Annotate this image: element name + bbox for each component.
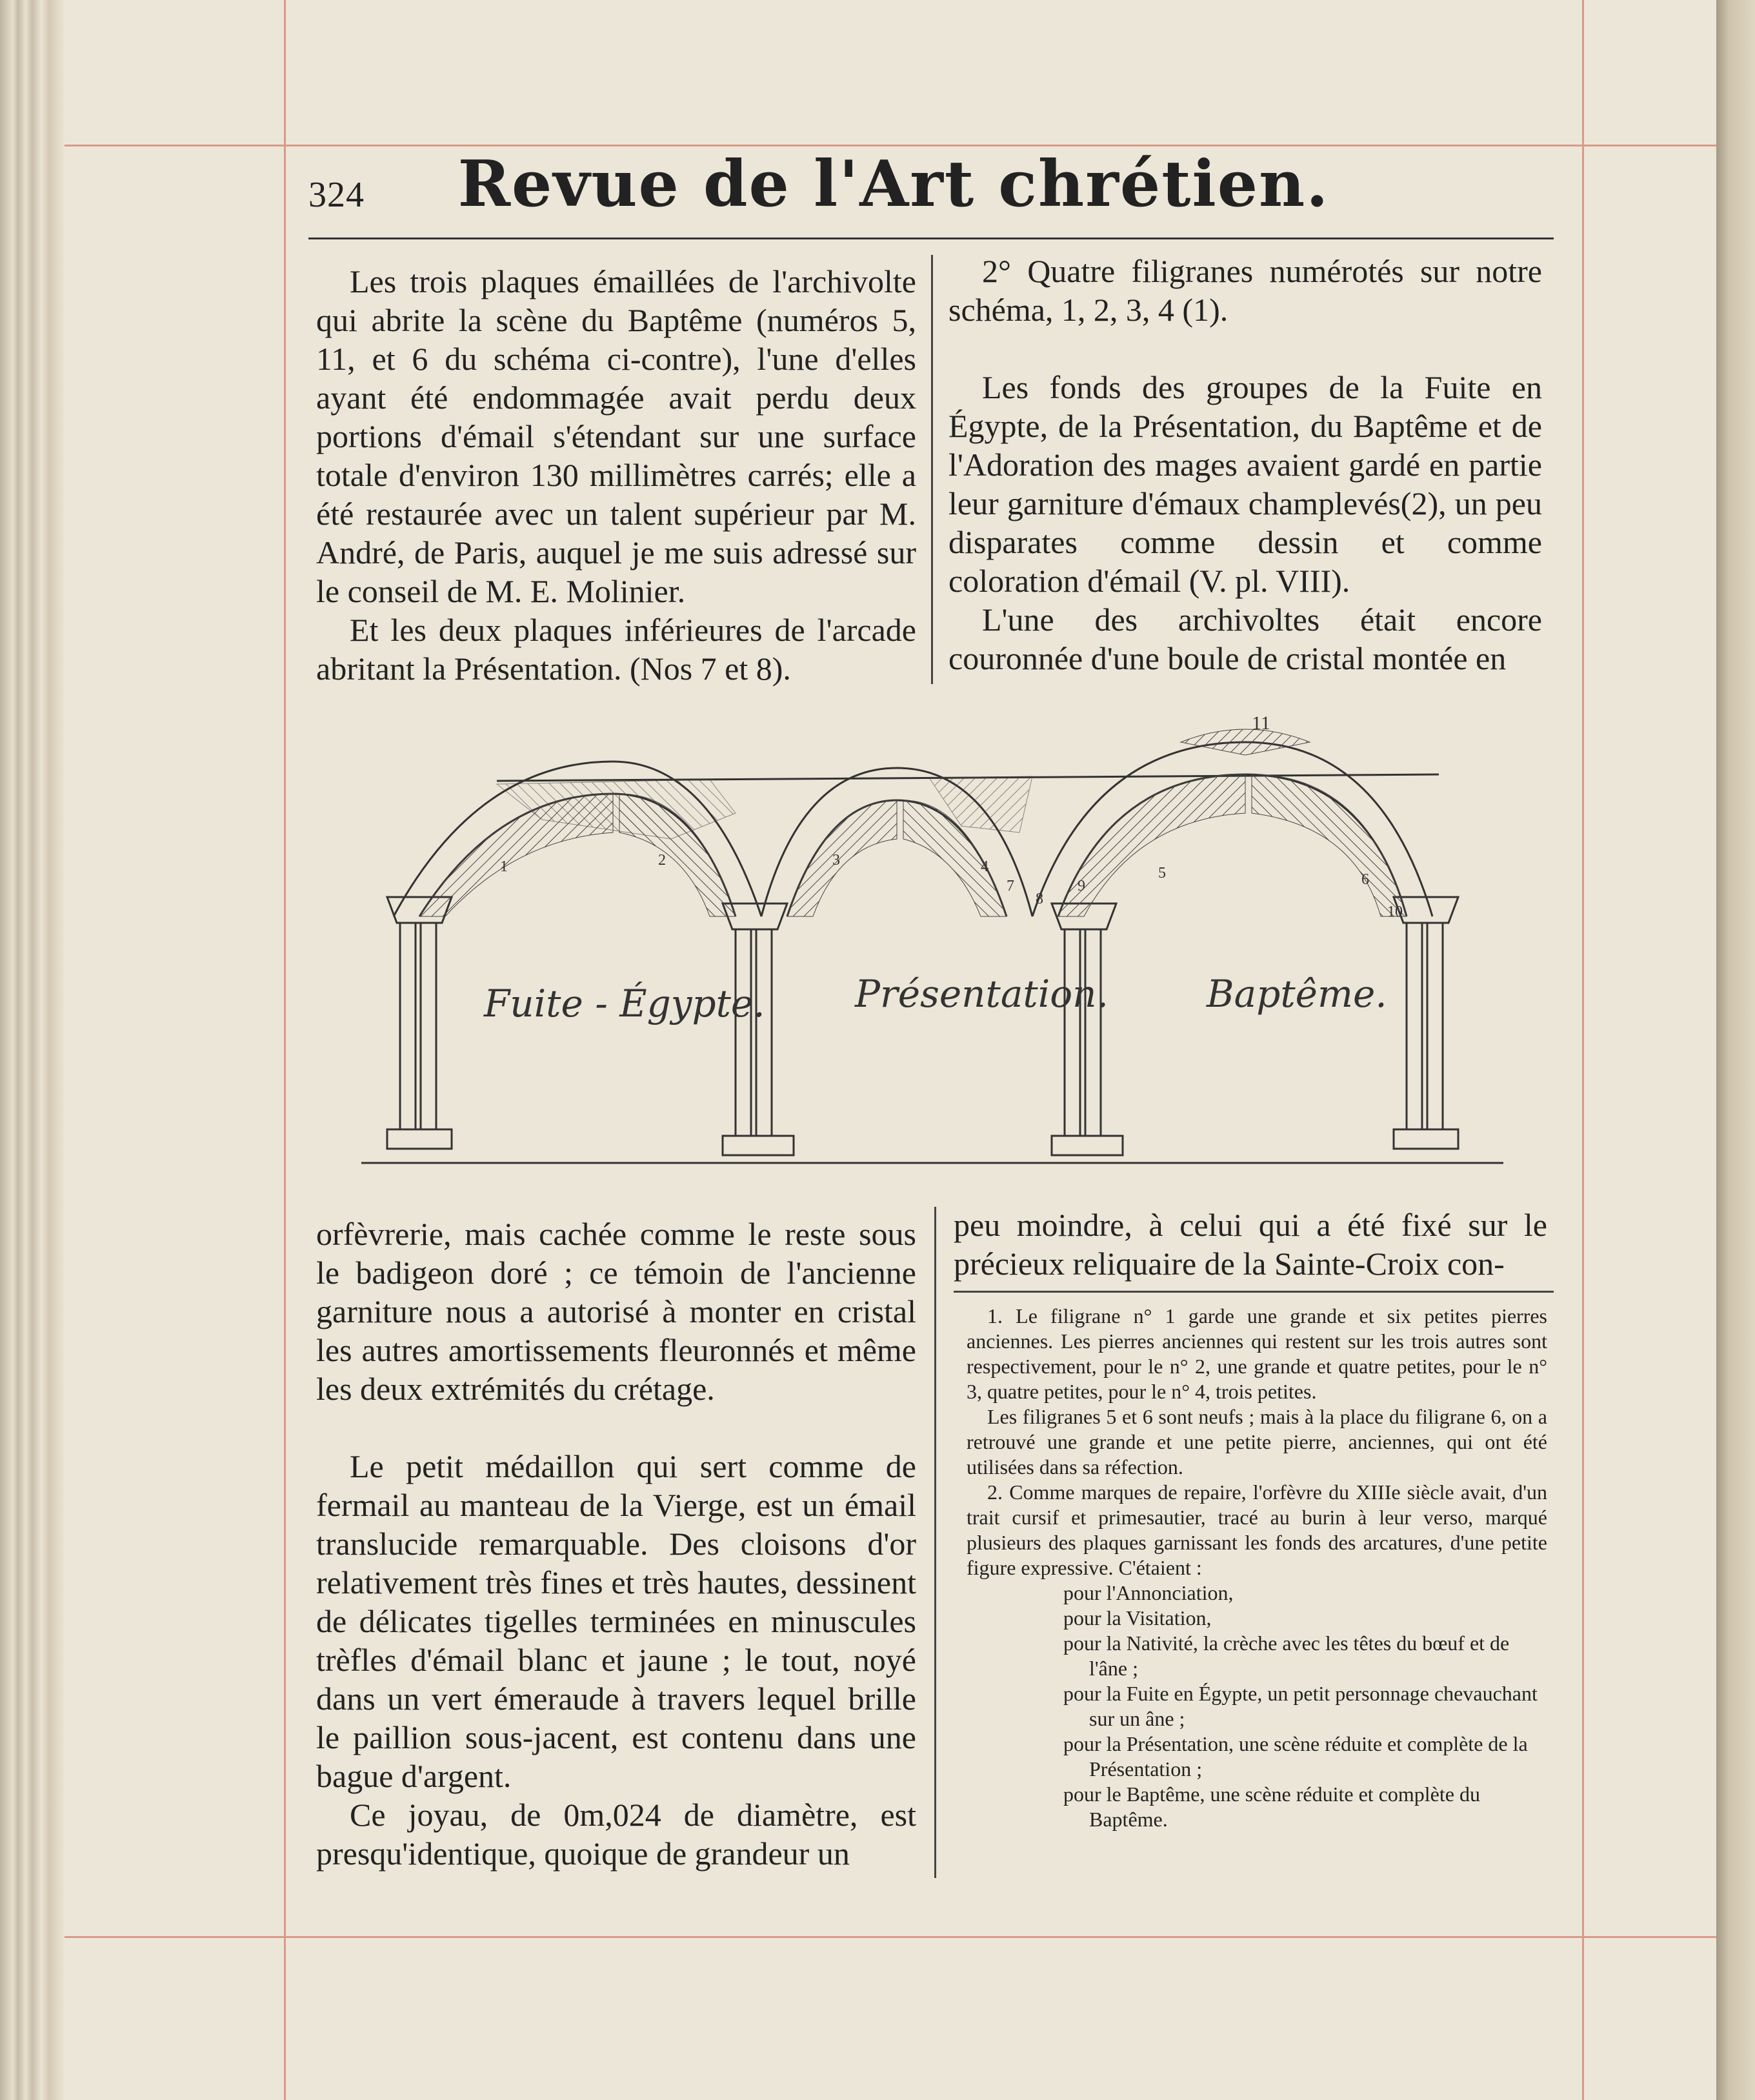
footnote-rule	[954, 1291, 1554, 1293]
running-title: Revue de l'Art chrétien.	[457, 147, 1330, 221]
paragraph: Ce joyau, de 0m,024 de diamètre, est presqu'identique, quoique de grandeur un	[316, 1797, 916, 1872]
figure-number-8: 8	[1036, 891, 1043, 907]
list-item: pour le Baptême, une scène réduite et complète du Baptême.	[1063, 1782, 1480, 1831]
page-number: 324	[308, 175, 365, 215]
figure-number-9: 9	[1078, 878, 1085, 894]
column-left-bottom	[316, 1215, 916, 1873]
list-item: pour la Visitation,	[1063, 1606, 1212, 1630]
column-right-top	[948, 252, 1542, 678]
figure-number-2: 2	[658, 852, 666, 869]
footnote-1-continued: Les filigranes 5 et 6 sont neufs ; mais à la place du filigrane 6, on a retrouvé une grande et une petite pierre, anciennes, qui ont été utilisées dans sa réfection.	[967, 1405, 1547, 1479]
margin-rule-bottom	[65, 1936, 1716, 1938]
margin-rule-top	[65, 145, 1716, 146]
figure-label-presentation: Présentation.	[855, 972, 1108, 1016]
figure-number-6: 6	[1361, 871, 1369, 888]
margin-rule-left	[284, 0, 286, 2100]
figure-number-7: 7	[1007, 878, 1014, 894]
paragraph: Les fonds des groupes de la Fuite en Égypte, de la Présentation, du Baptême et de l'Adoration des mages avaient gardé en partie leur garniture d'émaux champlevés(2), un peu disparates comme dessin et comme coloration d'émail (V. pl. VIII).	[948, 369, 1542, 599]
margin-rule-right	[1582, 0, 1584, 2100]
list-item: pour l'Annonciation,	[1063, 1581, 1234, 1604]
paragraph: Et les deux plaques inférieures de l'arcade abritant la Présentation. (Nos 7 et 8).	[316, 612, 916, 687]
paragraph: Le petit médaillon qui sert comme de fermail au manteau de la Vierge, est un émail translucide remarquable. Des cloisons d'or relativement très fines et très hautes, dessinent de délicates tigelles terminées en minuscules trèfles d'émail blanc et jaune ; le tout, noyé dans un vert émeraude à travers lequel brille le paillion sous-jacent, est contenu dans une bague d'argent.	[316, 1448, 916, 1794]
header-rule	[308, 237, 1554, 239]
arcade-schematic-figure	[348, 703, 1516, 1175]
footnote-2: 2. Comme marques de repaire, l'orfèvre du XIIIe siècle avait, d'un trait cursif et primesautier, tracé au burin à leur verso, marqué plusieurs des plaques garnissant les fonds des arcatures, d'une petite figure expressive. C'étaient :	[967, 1480, 1547, 1579]
figure-number-11: 11	[1252, 712, 1270, 734]
figure-number-1: 1	[500, 858, 508, 875]
figure-number-5: 5	[1158, 865, 1166, 882]
figure-label-fuite-egypte: Fuite - Égypte.	[484, 982, 765, 1025]
footnote-2-list	[967, 1580, 1547, 1832]
figure-number-4: 4	[981, 858, 988, 875]
arcade-drawing	[348, 703, 1516, 1175]
figure-number-10: 10	[1387, 904, 1403, 920]
column-right-bottom	[954, 1206, 1547, 1283]
column-divider-bottom	[934, 1207, 936, 1878]
figure-number-3: 3	[832, 852, 840, 869]
list-item: pour la Nativité, la crèche avec les têtes du bœuf et de l'âne ;	[1063, 1631, 1510, 1680]
column-left-top	[316, 262, 916, 688]
figure-label-bapteme: Baptême.	[1207, 972, 1387, 1016]
column-divider-top	[931, 255, 933, 684]
list-item: pour la Fuite en Égypte, un petit personnage chevauchant sur un âne ;	[1063, 1682, 1538, 1730]
footnotes	[967, 1304, 1547, 1832]
paragraph: orfèvrerie, mais cachée comme le reste sous le badigeon doré ; ce témoin de l'ancienne garniture nous a autorisé à monter en cristal les autres amortissements fleuronnés et même les deux extrémités du crétage.	[316, 1216, 916, 1407]
paragraph: peu moindre, à celui qui a été fixé sur le précieux reliquaire de la Sainte-Croix con-	[954, 1207, 1547, 1282]
paragraph: L'une des archivoltes était encore couronnée d'une boule de cristal montée en	[948, 601, 1542, 676]
paragraph: 2° Quatre filigranes numérotés sur notre schéma, 1, 2, 3, 4 (1).	[948, 253, 1542, 328]
facing-page-edge	[1716, 0, 1755, 2100]
footnote-1: 1. Le filigrane n° 1 garde une grande et six petites pierres anciennes. Les pierres anciennes qui restent sur les trois autres sont respectivement, pour le n° 2, une grande et quatre petites, pour le n° 3, quatre petites, pour le n° 4, trois petites.	[967, 1304, 1547, 1403]
list-item: pour la Présentation, une scène réduite et complète de la Présentation ;	[1063, 1732, 1528, 1781]
paragraph: Les trois plaques émaillées de l'archivolte qui abrite la scène du Baptême (numéros 5, 11, et 6 du schéma ci-contre), l'une d'elles ayant été endommagée avait perdu deux portions d'émail s'étendant sur une surface totale d'environ 130 millimètres carrés; elle a été restaurée avec un talent supérieur par M. André, de Paris, auquel je me suis adressé sur le conseil de M. E. Molinier.	[316, 263, 916, 609]
